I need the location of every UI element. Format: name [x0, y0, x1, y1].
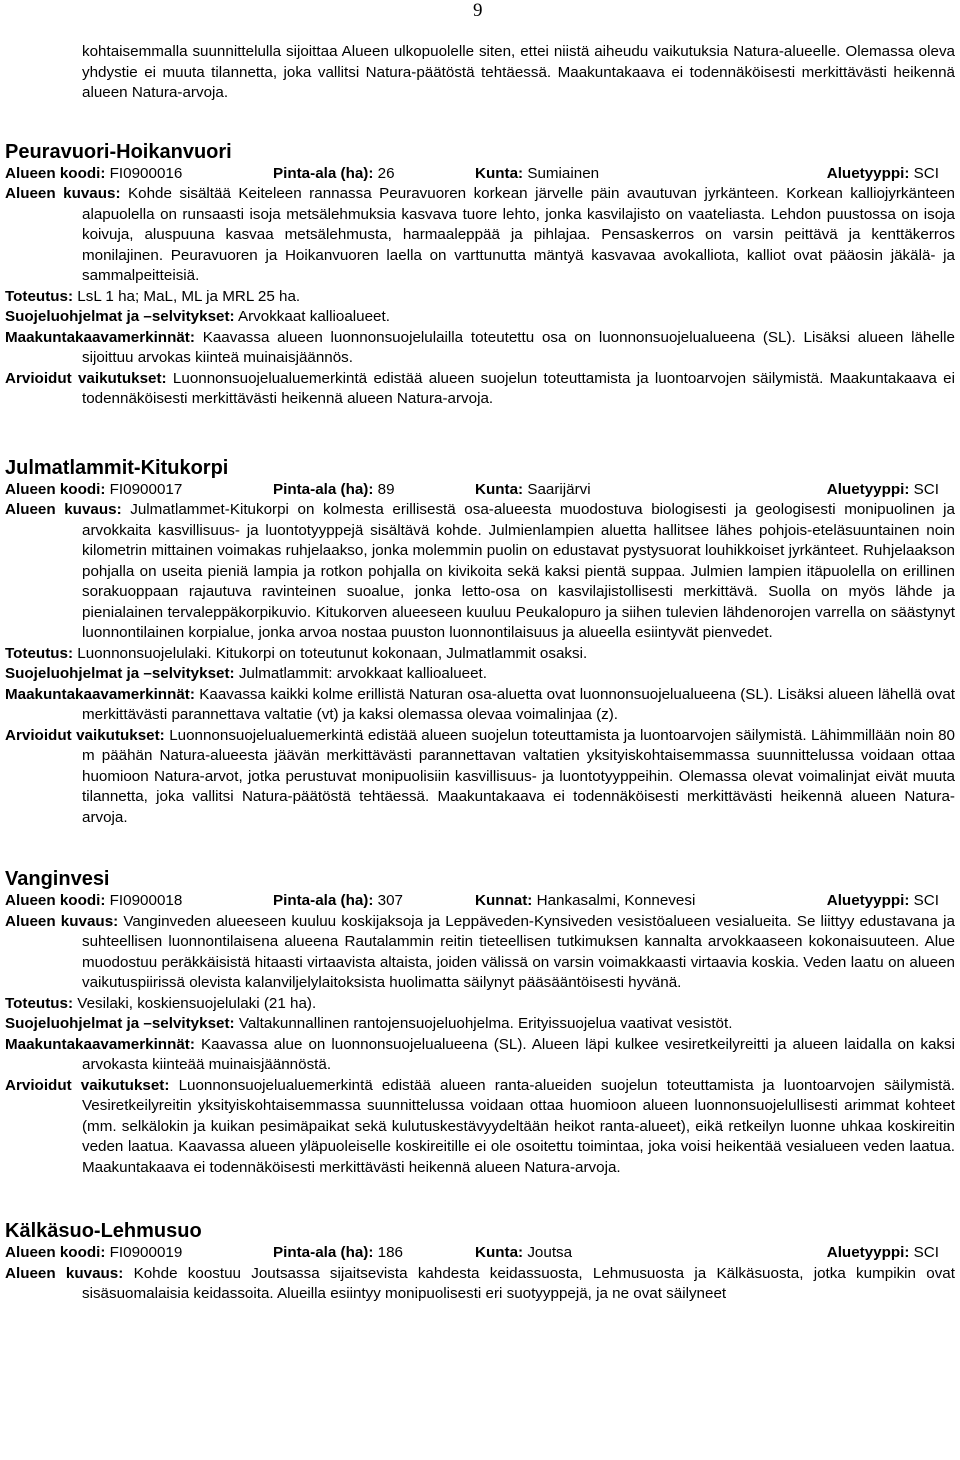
site-description: Alueen kuvaus: Kohde sisältää Keiteleen rannassa Peuravuoren korkean järvelle päin avautuvan jyrkänteen. Korkean kalliojyrkänteen alapuolella on runsaasti isoja metsälehmuksia kasvava tuore lehto, jonka kasvilajisto on vaateliasta. Lehdon puustossa on isoja koivuja, aluspuuna kasvaa metsälehmusta, harmaaleppää ja pihlajaa. Pensaskerros on varsin peittävä ja kenttäkerros monilajinen. Peuravuoren ja Hoikanvuoren laella on varttunutta mäntyä kasvavaa avokalliota, kalliot ovat pääosin jäkälä- ja sammalpeitteisiä. [5, 185, 955, 284]
site-section [5, 1220, 955, 1305]
site-title: Peuravuori-Hoikanvuori [5, 140, 232, 163]
site-area: Pinta-ala (ha): 186 [273, 1244, 403, 1261]
site-area: Pinta-ala (ha): 89 [273, 480, 395, 498]
site-impacts: Arvioidut vaikutukset: Luonnonsuojelualuemerkintä edistää alueen suojelun toteuttamista ja luontoarvojen säilymistä. Maakuntakaava ei todennäköisesti merkittävästi heikennä alueen Natura-arvoja. [5, 369, 955, 407]
site-type: Aluetyyppi: SCI [826, 164, 939, 182]
site-implementation: Toteutus: LsL 1 ha; MaL, ML ja MRL 25 ha. [5, 287, 301, 305]
site-type: Aluetyyppi: SCI [826, 480, 939, 498]
site-code: Alueen koodi: FI0900016 [5, 164, 183, 182]
site-area: Pinta-ala (ha): 26 [273, 164, 395, 182]
site-description: Alueen kuvaus: Vanginveden alueeseen kuuluu koskijaksoja ja Leppäveden-Kynsiveden vesistöalueen vesialueita. Se liittyy edustavana ja suhteellisen luonnontilaisena alueena Rautalammin reitin tieteellisen tutkimuksen kannalta arvokkaaseen kokonaisuuteen. Alue muodostuu peräkkäisistä hitaasti virtaavista altaista, joiden välissä on varsin voimakkaasti virtaavia koskia. Veden laatu on alueen vaikutuspiirissä olevista kalanviljelylaitoksista huolimatta säilynyt pääsääntöisesti hyvänä. [5, 912, 955, 991]
site-municipality: Kunta: Sumiainen [475, 164, 600, 182]
site-code: Alueen koodi: FI0900017 [5, 480, 183, 498]
site-description: Alueen kuvaus: Kohde koostuu Joutsassa sijaitsevista kahdesta keidassuosta, Lehmusuosta ja Kälkäsuosta, jotka kumpikin ovat sisäsuomalaisia keidassoita. Alueilla esiintyy monipuolisesti eri suotyyppejä, ja ne ovat säilyneet [5, 1264, 955, 1302]
site-code: Alueen koodi: FI0900018 [5, 892, 183, 909]
site-municipality: Kunnat: Hankasalmi, Konnevesi [475, 892, 696, 909]
site-plan-markings: Maakuntakaavamerkinnät: Kaavassa alueen luonnonsuojelulailla toteutettu osa on luonnonsuojelualueena (SL). Lisäksi alueen lähelle sijoittuu arvokas kiinteä muinaisjäännös. [5, 328, 955, 366]
site-title: Kälkäsuo-Lehmusuo [5, 1220, 202, 1242]
document-body [5, 42, 955, 1305]
site-section [5, 457, 955, 829]
site-type: Aluetyyppi: SCI [826, 1244, 939, 1261]
site-plan-markings: Maakuntakaavamerkinnät: Kaavassa kaikki kolme erillistä Naturan osa-aluetta ovat luonnonsuojelualueena (SL). Lisäksi alueen lähellä ovat merkittävästi parannettava valtatie (vt) ja kaksi olemassa olevaa voimalinjaa (z). [5, 685, 955, 723]
site-impacts: Arvioidut vaikutukset: Luonnonsuojelualuemerkintä edistää alueen suojelun toteuttamista ja luontoarvojen säilymistä. Lähimmillään noin 80 m päähän Natura-alueesta jäävän merkittävästi parannettavan valtatien yksityiskohtaisemmassa suunnittelussa voidaan ottaa huomioon Natura-arvot, jotka perustuvat monipuolisiin kasvillisuus- ja luontotyyppeihin. Olemassa olevat voimalinjat eivät muuta tilannetta, joka vallitsi Natura-päätöstä tehtäessä. Maakuntakaava ei todennäköisesti merkittävästi heikennä alueen Natura-arvoja. [5, 726, 955, 826]
site-programs: Suojeluohjelmat ja –selvitykset: Arvokkaat kallioalueet. [5, 308, 390, 325]
site-meta-row [5, 1243, 955, 1264]
site-meta-row [5, 480, 955, 501]
site-municipality: Kunta: Joutsa [475, 1244, 573, 1261]
site-programs: Suojeluohjelmat ja –selvitykset: Valtakunnallinen rantojensuojeluohjelma. Erityissuojelua vaativat vesistöt. [5, 1015, 733, 1032]
site-impacts: Arvioidut vaikutukset: Luonnonsuojelualuemerkintä edistää alueen ranta-alueiden suojelun toteuttamista ja luontoarvojen säilymistä. Vesiretkeilyreitin yksityiskohtaisemmassa suunnittelussa voidaan ottaa huomioon alueen luonnonsuojelullisesti arimmat kohteet (mm. selkälokin ja kuikan pesimäpaikat sekä kulutuskestävyydeltään heikot ranta-alueet), eikä retkeilyn luonne uhkaa koskireitin veden laatua. Kaavassa alueen yläpuoleiselle koskireitille ei ole osoitettu toimintaa, joka voisi heikentää vesialueen veden laatua. Maakuntakaava ei todennäköisesti merkittävästi heikennä alueen Natura-arvoja. [5, 1076, 955, 1176]
site-implementation: Toteutus: Vesilaki, koskiensuojelulaki (21 ha). [5, 994, 317, 1012]
site-meta-row [5, 891, 955, 912]
site-area: Pinta-ala (ha): 307 [273, 892, 403, 909]
site-title: Julmatlammit-Kitukorpi [5, 456, 229, 479]
site-plan-markings: Maakuntakaavamerkinnät: Kaavassa alue on luonnonsuojelualueena (SL). Alueen läpi kulkee vesiretkeilyreitti ja alueen laidalla on kaksi arvokasta kiinteää muinaisjäännöstä. [5, 1035, 955, 1073]
site-implementation: Toteutus: Luonnonsuojelulaki. Kitukorpi on toteutunut kokonaan, Julmatlammit osaksi. [5, 644, 588, 662]
site-programs: Suojeluohjelmat ja –selvitykset: Julmatlammit: arvokkaat kallioalueet. [5, 665, 487, 682]
page-number: 9 [473, 0, 483, 21]
site-title: Vanginvesi [5, 868, 110, 890]
site-code: Alueen koodi: FI0900019 [5, 1244, 183, 1261]
site-description: Alueen kuvaus: Julmatlammet-Kitukorpi on kolmesta erillisestä osa-alueesta muodostuva biologisesti ja geologisesti monipuolinen ja arvokkaita kasvillisuus- ja luontotyyppejä sisältävä kohde. Julmienlampien aluetta hallitsee lähes pohjois-eteläsuuntainen noin kilometrin mittainen voimakas ruhjelaakso, jonka molemmin puolin on edustavat pystysuorat louhikkoiset jyrkänteet. Ruhjelaakson pohjalla on useita pieniä lampia ja rotkon pohjalla on kivikoita sekä kaksi pientä suppaa. Julmien lampien itäpuolella on erillinen sorakuoppaan rajautuva ravinteinen suoalue, jonka letto-osa on kasvilajistollisesti merkittävä. Suolla on myös lähde ja pienialainen tervaleppäkorpikuvio. Kitukorven alueeseen kuuluu Peukalopuro ja siihen tulevien lähdenorojen varrella on säästynyt luonnontilainen korpialue, jonka arvoa nostaa puuston luonnontilaisuus ja alueella esiintyvät pienvedet. [5, 501, 955, 641]
site-municipality: Kunta: Saarijärvi [475, 480, 591, 498]
intro-paragraph: kohtaisemmalla suunnittelulla sijoittaa Alueen ulkopuolelle siten, ettei niistä aiheudu vaikutuksia Natura-alueelle. Olemassa oleva yhdystie ei muuta tilannetta, joka vallitsi Natura-päätöstä tehtäessä. Maakuntakaava ei todennäköisesti merkittävästi heikennä alueen Natura-arvoja. [82, 43, 955, 101]
site-section [5, 868, 955, 1178]
site-meta-row [5, 164, 955, 185]
site-section [5, 141, 955, 410]
site-type: Aluetyyppi: SCI [826, 892, 939, 909]
